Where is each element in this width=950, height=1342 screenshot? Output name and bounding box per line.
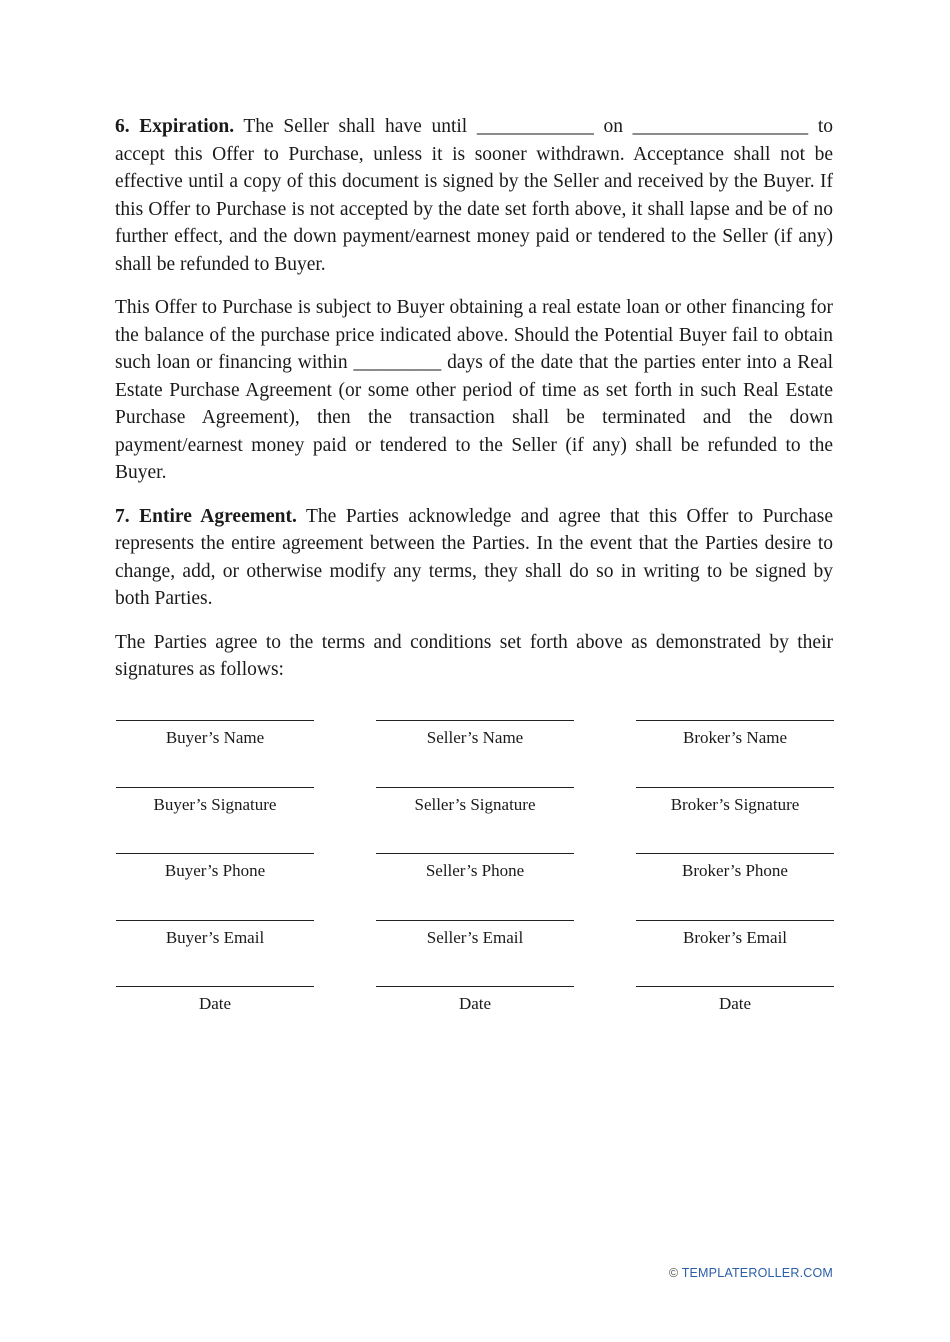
entire-agreement-heading: 7. Entire Agreement. [115, 505, 297, 527]
brand-link[interactable]: TEMPLATEROLLER.COM [681, 1266, 833, 1280]
copyright-symbol: © [668, 1266, 679, 1280]
entire-agreement-clause [115, 503, 833, 613]
signature-label: Seller’s Email [426, 927, 524, 947]
signature-field[interactable] [375, 971, 575, 1038]
expiration-text: The Seller shall have until ____________ on __________________ to accept this Offer to Purchase, unless it is sooner withdrawn. Acceptance shall not be effective until a copy of this document is signed by the Seller and received by the Buyer. If this Offer to Purchase is not accepted by the date set forth above, it shall lapse and be of no further effect, and the down payment/earnest money paid or tendered to the Seller (if any) shall be refunded to Buyer. [115, 116, 833, 275]
signature-field[interactable] [635, 705, 835, 772]
signature-field[interactable] [375, 838, 575, 905]
signature-label: Broker’s Name [682, 728, 788, 747]
signature-line[interactable] [376, 772, 574, 788]
entire-agreement-text: The Parties acknowledge and agree that this Offer to Purchase represents the entire agreement between the Parties. In the event that the Parties desire to change, add, or otherwise modify any terms, they shall do so in writing to be signed by both Parties. [115, 505, 833, 609]
signature-line[interactable] [636, 838, 834, 854]
signature-label: Seller’s Phone [425, 861, 525, 880]
signature-line[interactable] [116, 905, 314, 921]
signature-label: Broker’s Email [682, 927, 788, 947]
financing-clause: This Offer to Purchase is subject to Buyer obtaining a real estate loan or other financing for the balance of the purchase price indicated above. Should the Potential Buyer fail to obtain such loan or financing within _________ days of the date that the parties enter into a Real Estate Purchase Agreement (or some other period of time as set forth in such Real Estate Purchase Agreement), then the transaction shall be terminated and the down payment/earnest money paid or tendered to the Seller (if any) shall be refunded to the Buyer. [115, 297, 833, 483]
signature-line[interactable] [376, 971, 574, 987]
signature-field[interactable] [635, 971, 835, 1038]
signature-line[interactable] [116, 705, 314, 721]
document-body [115, 113, 833, 700]
footer-credit [669, 1266, 833, 1280]
signature-line[interactable] [116, 971, 314, 987]
expiration-heading: 6. Expiration. [115, 116, 235, 137]
signature-field[interactable] [115, 905, 315, 972]
signature-line[interactable] [376, 905, 574, 921]
closing-statement: The Parties agree to the terms and conditions set forth above as demonstrated by their signatures as follows: [115, 631, 833, 680]
signature-line[interactable] [376, 838, 574, 854]
signature-line[interactable] [636, 905, 834, 921]
signature-label: Seller’s Name [426, 728, 524, 747]
signature-label: Buyer’s Signature [153, 794, 277, 814]
signature-field[interactable] [635, 905, 835, 972]
signature-label: Buyer’s Phone [164, 861, 266, 880]
signature-line[interactable] [116, 838, 314, 854]
signature-line[interactable] [636, 705, 834, 721]
signature-field[interactable] [375, 905, 575, 972]
signature-field[interactable] [115, 838, 315, 905]
signature-field[interactable] [635, 838, 835, 905]
signature-field[interactable] [115, 971, 315, 1038]
expiration-clause [115, 113, 833, 278]
signature-field[interactable] [115, 772, 315, 839]
signature-field[interactable] [375, 772, 575, 839]
signature-label: Broker’s Phone [682, 861, 788, 880]
signature-label: Date [718, 994, 752, 1013]
signature-field[interactable] [115, 705, 315, 772]
signature-label: Date [198, 994, 232, 1013]
signature-label: Broker’s Signature [670, 794, 800, 814]
signature-field[interactable] [375, 705, 575, 772]
signature-label: Buyer’s Name [165, 728, 265, 747]
signature-field[interactable] [635, 772, 835, 839]
signature-line[interactable] [376, 705, 574, 721]
signature-line[interactable] [636, 971, 834, 987]
signature-label: Date [458, 994, 492, 1013]
signature-line[interactable] [636, 772, 834, 788]
signature-label: Seller’s Signature [414, 794, 536, 814]
signature-block [115, 705, 835, 1038]
signature-line[interactable] [116, 772, 314, 788]
signature-label: Buyer’s Email [165, 927, 265, 947]
